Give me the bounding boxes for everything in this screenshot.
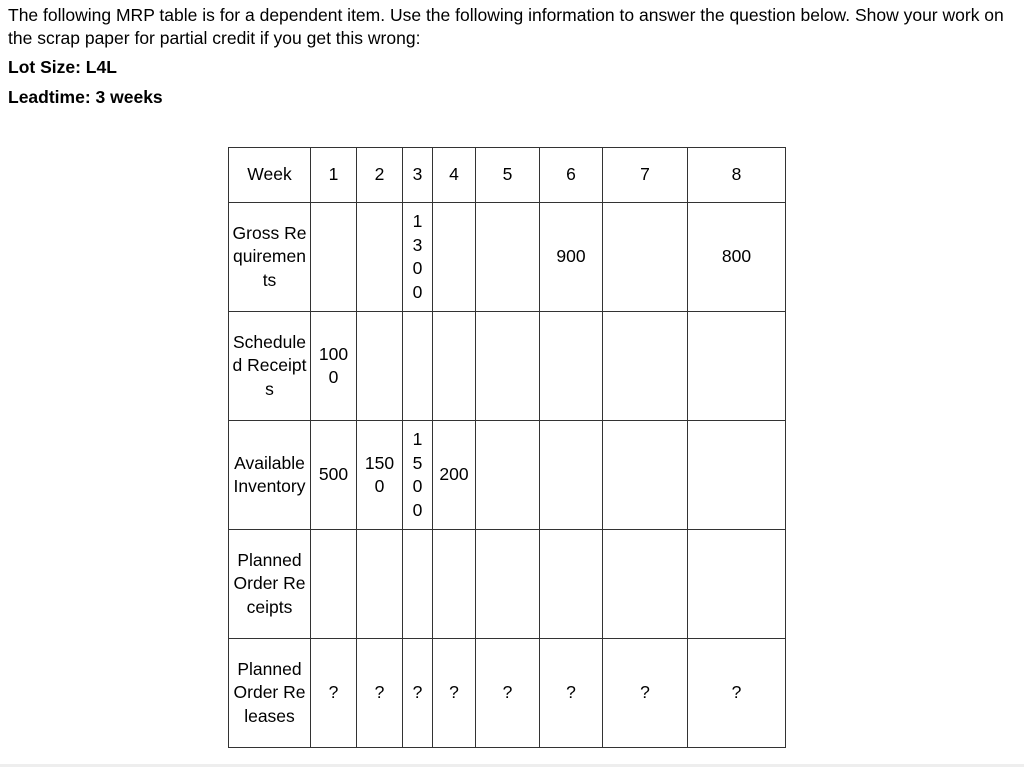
- row-label: Available Inventory: [233, 452, 306, 496]
- mrp-table: [228, 147, 786, 748]
- week-header-label: Week: [229, 148, 311, 203]
- row-label: Planned Order Releases: [233, 658, 306, 726]
- answer-cell: ?: [412, 682, 423, 703]
- week-header-cell: 3: [403, 148, 433, 203]
- answer-cell: ?: [731, 682, 742, 703]
- gross-requirements-row: [229, 203, 786, 312]
- week-header-cell: 8: [688, 148, 786, 203]
- table-cell: 900: [556, 246, 586, 267]
- table-cell: 800: [721, 246, 752, 267]
- table-cell: 200: [439, 464, 469, 485]
- row-label: Gross Requirements: [232, 222, 307, 290]
- week-header-row: [229, 148, 786, 203]
- week-header-cell: 4: [433, 148, 476, 203]
- row-label: Scheduled Receipts: [232, 331, 307, 399]
- table-cell: 1000: [318, 343, 349, 387]
- week-header-cell: 2: [357, 148, 403, 203]
- answer-cell: ?: [449, 682, 459, 703]
- answer-cell: ?: [566, 682, 576, 703]
- answer-cell: ?: [374, 682, 385, 703]
- answer-cell: ?: [328, 682, 339, 703]
- lot-size-label: Lot Size: L4L: [8, 57, 117, 77]
- week-header-cell: 5: [476, 148, 540, 203]
- planned-order-receipts-row: [229, 530, 786, 639]
- available-inventory-row: [229, 421, 786, 530]
- row-label: Planned Order Receipts: [233, 549, 306, 617]
- answer-cell: ?: [502, 682, 513, 703]
- week-header-cell: 7: [603, 148, 688, 203]
- table-cell: 500: [318, 464, 349, 485]
- planned-order-releases-row: [229, 639, 786, 748]
- table-cell: 1300: [412, 211, 423, 302]
- table-cell: 1500: [364, 452, 395, 496]
- question-instructions: The following MRP table is for a dependent item. Use the following information to answer the question below. Show your work on the scrap paper for partial credit if you get this wrong:: [8, 5, 1004, 48]
- answer-cell: ?: [640, 682, 650, 703]
- week-header-cell: 1: [311, 148, 357, 203]
- week-header-cell: 6: [540, 148, 603, 203]
- leadtime-label: Leadtime: 3 weeks: [8, 87, 163, 107]
- table-cell: 1500: [412, 429, 423, 520]
- scheduled-receipts-row: [229, 312, 786, 421]
